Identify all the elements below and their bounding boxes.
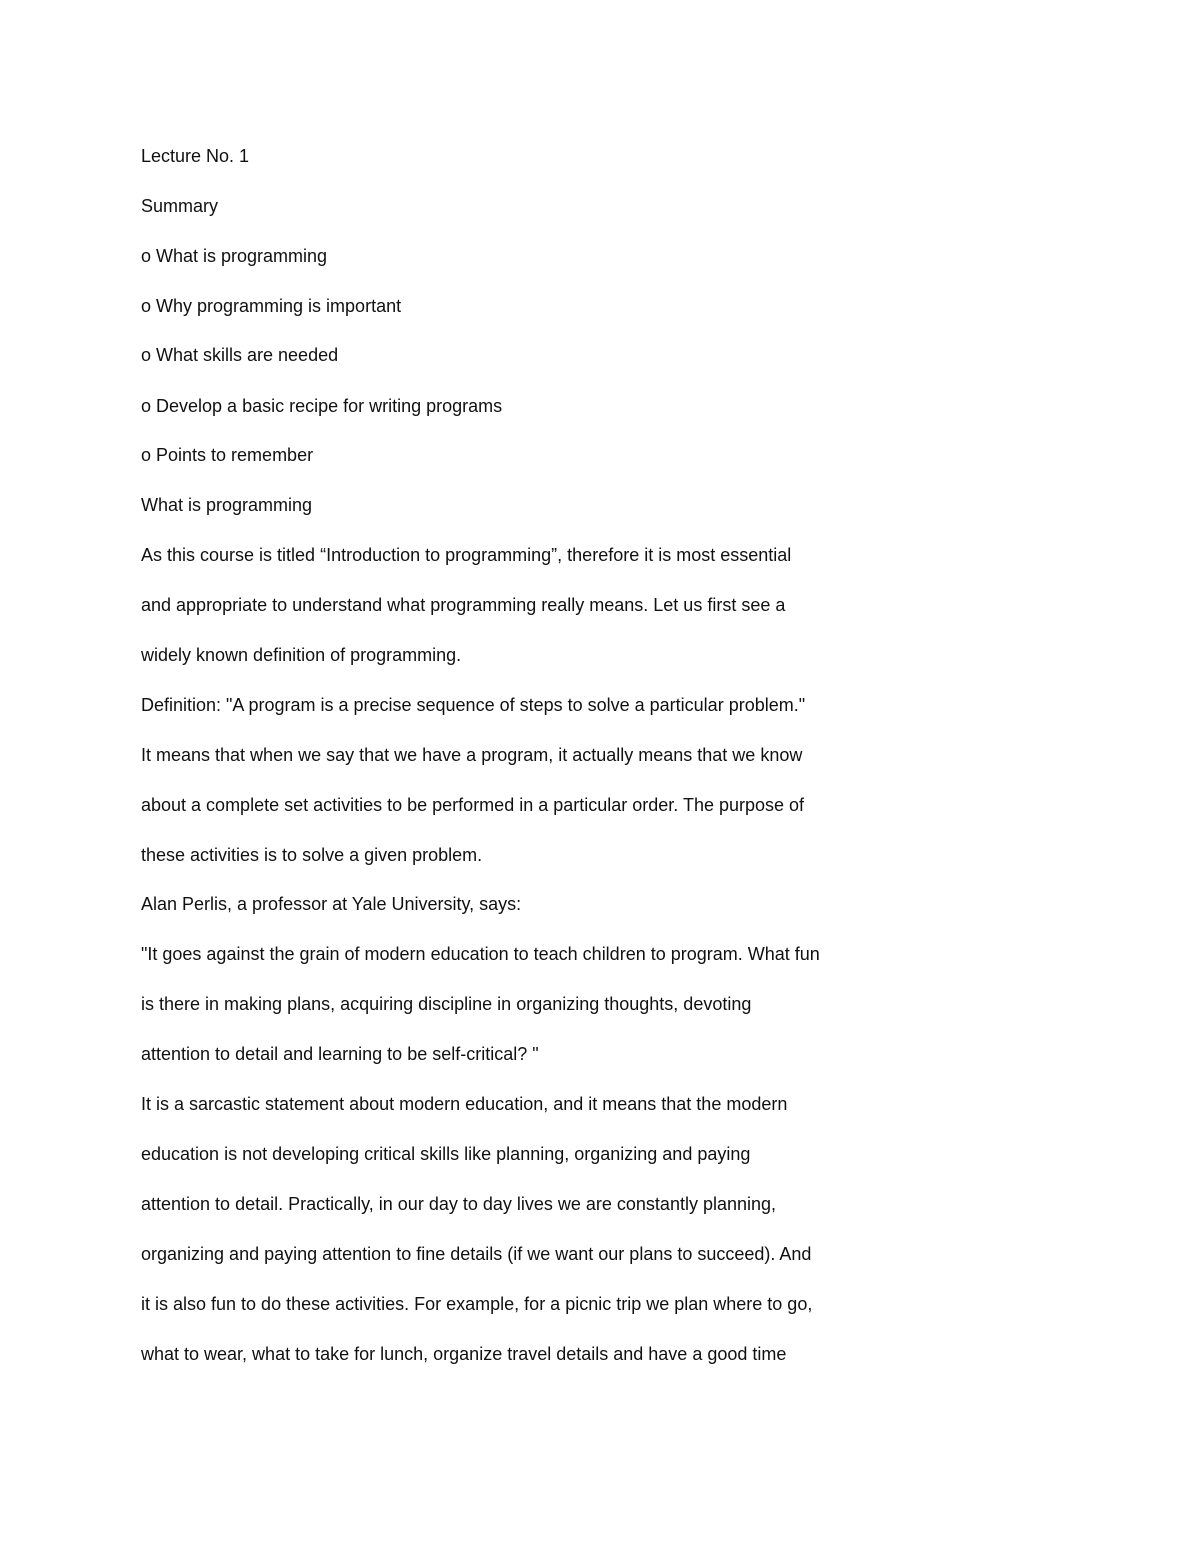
paragraph-line: about a complete set activities to be performed in a particular order. The purpose of (141, 795, 805, 815)
paragraph-line: attention to detail. Practically, in our day to day lives we are constantly planning, (141, 1194, 777, 1214)
paragraph-line: It is a sarcastic statement about modern education, and it means that the modern (141, 1094, 788, 1114)
summary-item: o What is programming (141, 246, 328, 266)
paragraph-line: organizing and paying attention to fine details (if we want our plans to succeed). And (141, 1244, 812, 1264)
paragraph-line: widely known definition of programming. (141, 645, 462, 665)
paragraph-line: education is not developing critical skills like planning, organizing and paying (141, 1144, 751, 1164)
paragraph-line: Alan Perlis, a professor at Yale University, says: (141, 894, 522, 914)
summary-item: o Develop a basic recipe for writing programs (141, 396, 503, 416)
quote-line: is there in making plans, acquiring discipline in organizing thoughts, devoting (141, 994, 752, 1014)
paragraph-line: what to wear, what to take for lunch, organize travel details and have a good time (141, 1344, 787, 1364)
summary-item: o Points to remember (141, 445, 314, 465)
summary-item: o What skills are needed (141, 345, 339, 365)
lecture-title: Lecture No. 1 (141, 146, 250, 166)
paragraph-line: and appropriate to understand what programming really means. Let us first see a (141, 595, 786, 615)
paragraph-line: It means that when we say that we have a program, it actually means that we know (141, 745, 803, 765)
quote-line: attention to detail and learning to be self-critical? " (141, 1044, 539, 1064)
quote-line: "It goes against the grain of modern education to teach children to program. What fun (141, 944, 820, 964)
paragraph-line: these activities is to solve a given problem. (141, 845, 483, 865)
definition-line: Definition: "A program is a precise sequence of steps to solve a particular problem." (141, 695, 806, 715)
summary-item: o Why programming is important (141, 296, 402, 316)
section-heading: What is programming (141, 495, 313, 515)
paragraph-line: As this course is titled “Introduction to programming”, therefore it is most essential (141, 545, 792, 565)
paragraph-line: it is also fun to do these activities. For example, for a picnic trip we plan where to go, (141, 1294, 813, 1314)
summary-heading: Summary (141, 196, 219, 216)
